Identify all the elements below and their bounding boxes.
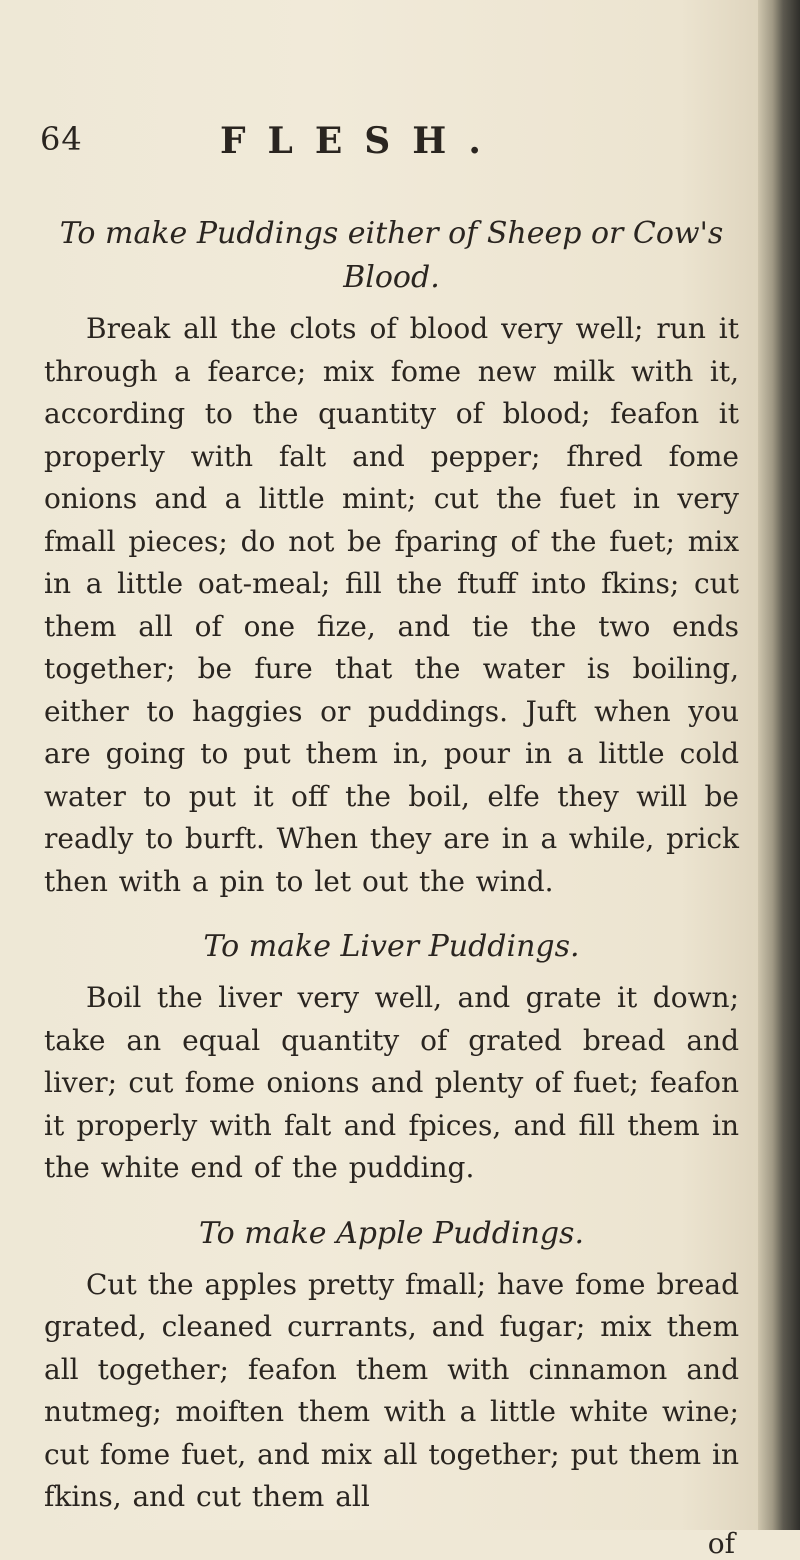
recipe-blood-puddings bbox=[44, 212, 739, 903]
section-body: Boil the liver very well, and grate it down; take an equal quantity of grated bread and liver; cut fome onions and plenty of fuet; feafon it properly with falt and fpices, and fill them in the white end of the pudding. bbox=[44, 981, 739, 1184]
section-title: To make Puddings either of Sheep or Cow's Blood. bbox=[59, 216, 724, 295]
recipe-apple-puddings bbox=[44, 1212, 739, 1519]
catchword: of bbox=[707, 1526, 735, 1560]
page-content bbox=[44, 212, 739, 1559]
section-body: Cut the apples pretty fmall; have fome bread grated, cleaned currants, and fugar; mix them all together; feafon them with cinnamon and nutmeg; moiften them with a little white wine; cut fome fuet, and mix all together; put them in fkins, and cut them all bbox=[44, 1267, 739, 1513]
section-title: To make Liver Puddings. bbox=[203, 929, 580, 964]
page-number: 64 bbox=[40, 120, 83, 158]
book-binding-gutter bbox=[758, 0, 800, 1530]
section-body: Break all the clots of blood very well; run it through a fearce; mix fome new milk with it, according to the quantity of blood; feafon it properly with falt and pepper; fhred fome onions and a little mint; cut the fuet in very fmall pieces; do not be fparing of the fuet; mix in a little oat-meal; fill the ftuff into fkins; cut them all of one fize, and tie the two ends together; be fure that the water is boiling, either to haggies or puddings. Juft when you are going to put them in, pour in a little cold water to put it off the boil, elfe they will be readly to burft. When they are in a while, prick then with a pin to let out the wind. bbox=[44, 312, 739, 898]
section-title: To make Apple Puddings. bbox=[198, 1215, 584, 1251]
running-head: FLESH. bbox=[220, 120, 503, 162]
recipe-liver-puddings bbox=[44, 925, 739, 1190]
page-header bbox=[40, 120, 740, 180]
